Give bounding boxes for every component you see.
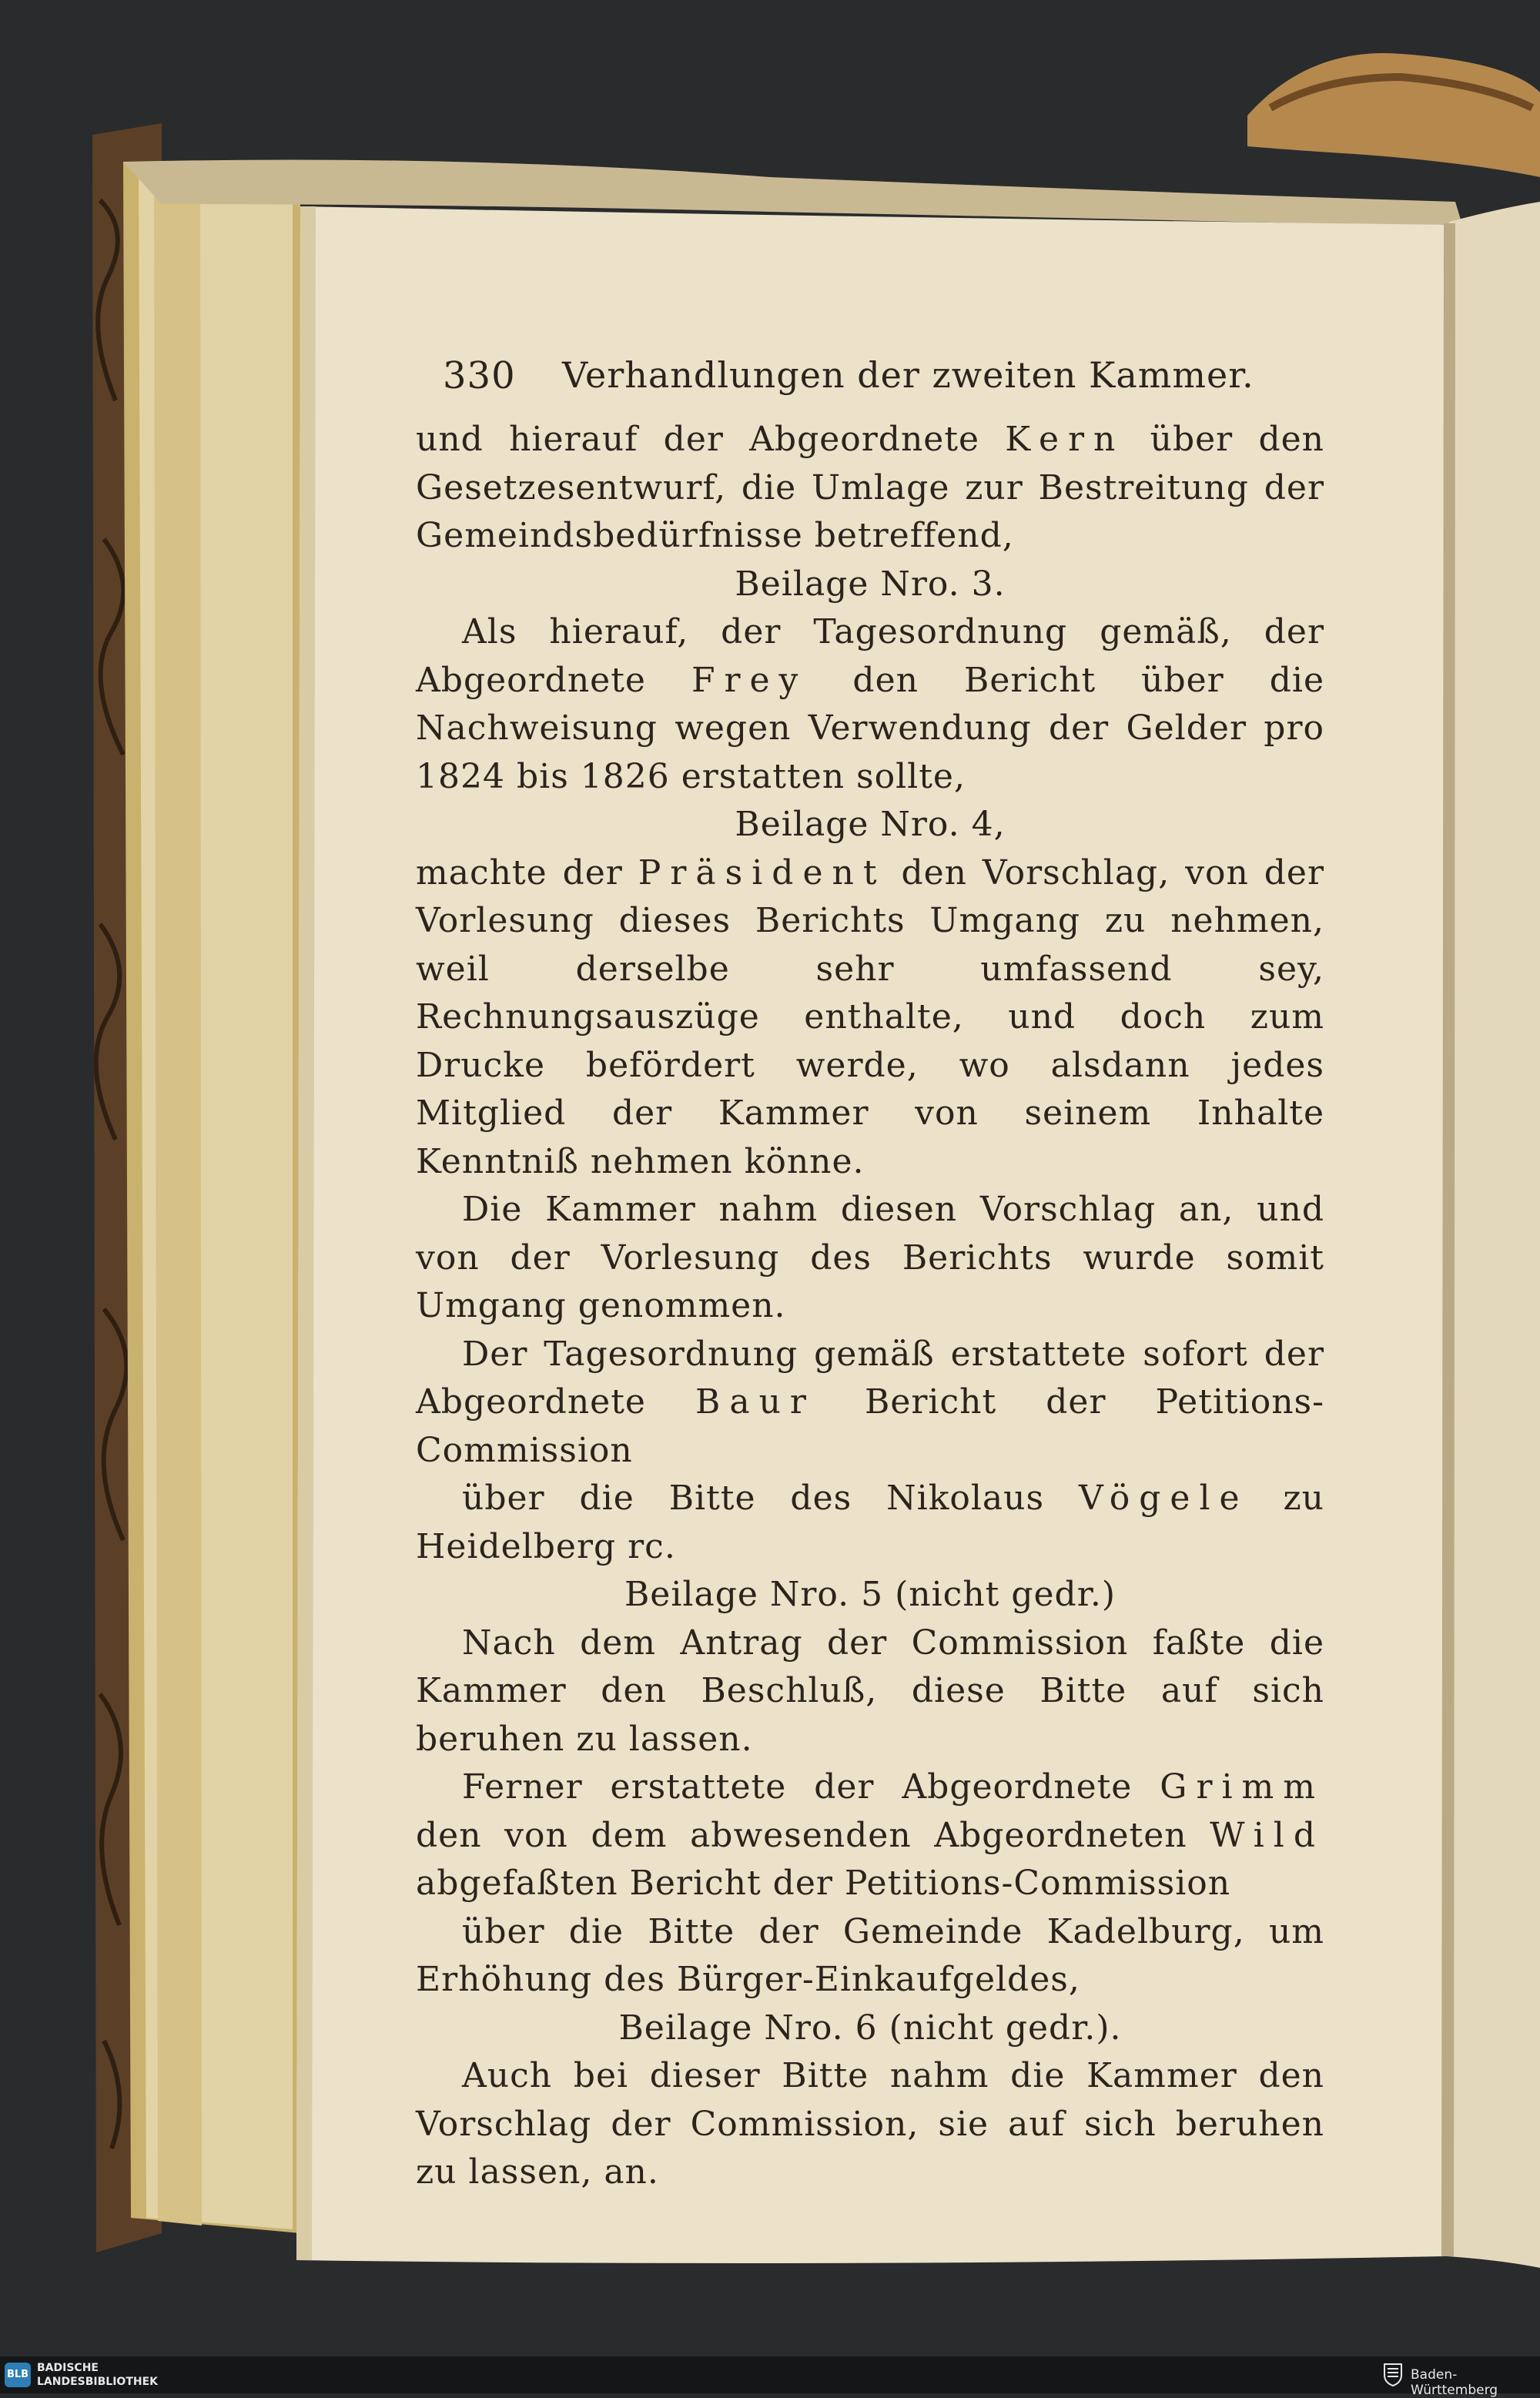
spaced-name-baur: Baur xyxy=(695,1382,815,1422)
paragraph-9: über die Bitte der Gemeinde Kadelburg, um Erhöhung des Bürger-Einkaufgeldes, xyxy=(416,1911,1324,1999)
paragraph-8: Ferner erstattete der Abgeordnete Grimm den von dem abwesenden Abgeordneten Wild abgefaßten Bericht der Petitions-Commission xyxy=(416,1767,1324,1903)
blb-logo[interactable]: BLB xyxy=(5,2363,31,2387)
attachment-label-3: Beilage Nro. 3. xyxy=(735,564,1006,604)
paragraph-6: über die Bitte des Nikolaus Vögele zu Heidelberg rc. xyxy=(416,1479,1325,1566)
blb-wordmark[interactable] xyxy=(37,2361,158,2389)
spaced-name-kern: Kern xyxy=(1005,420,1125,459)
viewer-footer-bar xyxy=(0,2356,1540,2393)
paragraph-4: Die Kammer nahm diesen Vorschlag an, und von der Vorlesung des Berichts wurde somit Umgang genommen. xyxy=(416,1190,1324,1325)
attachment-label-4: Beilage Nro. 4, xyxy=(735,805,1006,844)
baden-wuerttemberg-crest-icon xyxy=(1381,2361,1404,2387)
paragraph-10: Auch bei dieser Bitte nahm die Kammer den Vorschlag der Commission, sie auf sich beruhen zu lassen, an. xyxy=(416,2056,1324,2192)
spaced-name-frey: Frey xyxy=(691,660,808,700)
spaced-name-praesident: Präsident xyxy=(638,852,886,893)
blb-line-1: BADISCHE xyxy=(37,2362,99,2374)
attachment-label-6: Beilage Nro. 6 (nicht gedr.). xyxy=(618,2008,1122,2048)
baden-wuerttemberg-label[interactable]: Baden-Württemberg xyxy=(1411,2367,1498,2398)
blb-line-2: LANDESBIBLIOTHEK xyxy=(37,2376,159,2388)
spaced-name-grimm: Grimm xyxy=(1160,1767,1324,1807)
running-title: Verhandlungen der zweiten Kammer. xyxy=(562,354,1254,396)
paragraph-5: Der Tagesordnung gemäß erstattete sofort der Abgeordnete Baur Bericht der Petitions-Commission xyxy=(416,1334,1324,1470)
paragraph-7: Nach dem Antrag der Commission faßte die Kammer den Beschluß, diese Bitte auf sich beruhen zu lassen. xyxy=(416,1623,1324,1759)
paragraph-1: und hierauf der Abgeordnete Kern über den Gesetzesentwurf, die Umlage zur Bestreitung der Gemeindsbedürfnisse betreffend, xyxy=(416,420,1324,555)
page-header xyxy=(416,339,1324,408)
spaced-name-voegele: Vögele xyxy=(1079,1479,1249,1518)
page-number: 330 xyxy=(443,354,516,397)
paragraph-2: Als hierauf, der Tagesordnung gemäß, der Abgeordnete Frey den Bericht über die Nachweisung wegen Verwendung der Gelder pro 1824 bis 1826 erstatten sollte, xyxy=(416,612,1325,796)
spaced-name-wild: Wild xyxy=(1210,1815,1324,1855)
page-body xyxy=(416,416,1324,2197)
attachment-label-5: Beilage Nro. 5 (nicht gedr.) xyxy=(624,1575,1116,1614)
paragraph-3: machte der Präsident den Vorschlag, von der Vorlesung dieses Berichts Umgang zu nehmen, weil derselbe sehr umfassend sey, Rechnungsauszüge enthalte, und doch zum Drucke befördert werde, wo alsdann jedes Mitglied der Kammer von seinem Inhalte Kenntniß nehmen könne. xyxy=(416,852,1324,1181)
